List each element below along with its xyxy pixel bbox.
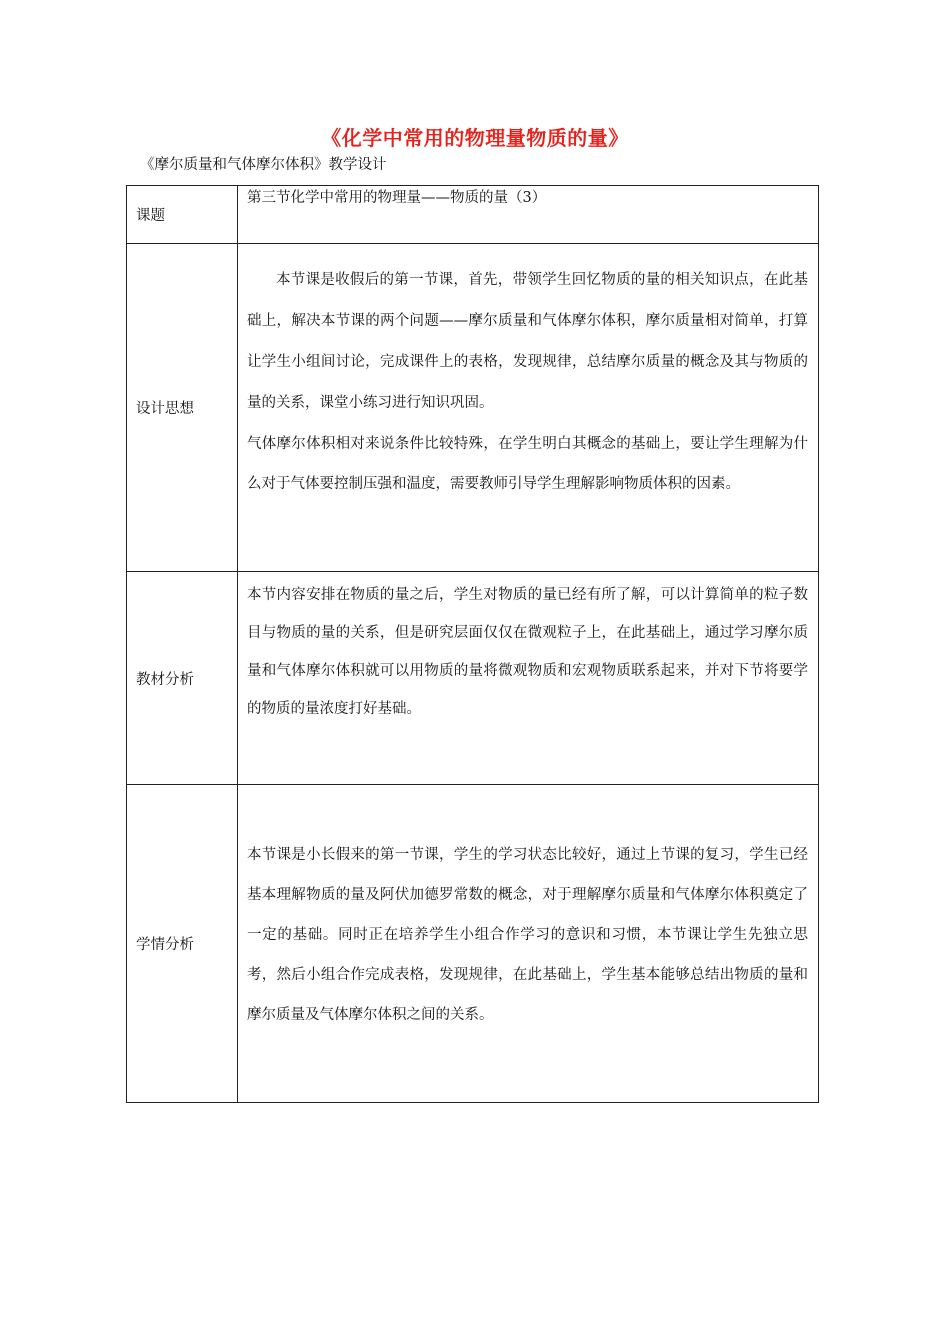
row-content-design-idea — [238, 244, 819, 572]
row-content-student-analysis — [238, 785, 819, 1103]
design-idea-paragraph-2: 气体摩尔体积相对来说条件比较特殊，在学生明白其概念的基础上，要让学生理解为什么对于气体要控制压强和温度，需要教师引导学生理解影响物质体积的因素。 — [247, 436, 808, 492]
design-idea-paragraph-1: 本节课是收假后的第一节课，首先，带领学生回忆物质的量的相关知识点，在此基础上，解决本节课的两个问题——摩尔质量和气体摩尔体积，摩尔质量相对简单，打算让学生小组间讨论，完成课件上的表格，发现规律，总结摩尔质量的概念及其与物质的量的关系，课堂小练习进行知识巩固。 — [247, 272, 808, 411]
student-analysis-paragraph: 本节课是小长假来的第一节课，学生的学习状态比较好，通过上节课的复习，学生已经基本理解物质的量及阿伏加德罗常数的概念，对于理解摩尔质量和气体摩尔体积奠定了一定的基础。同时正在培养学生小组合作学习的意识和习惯，本节课让学生先独立思考，然后小组合作完成表格，发现规律，在此基础上，学生基本能够总结出物质的量和摩尔质量及气体摩尔体积之间的关系。 — [247, 847, 808, 1023]
table-row-student-analysis — [127, 785, 819, 1103]
material-analysis-paragraph: 本节内容安排在物质的量之后，学生对物质的量已经有所了解，可以计算简单的粒子数目与物质的量的关系，但是研究层面仅仅在微观粒子上，在此基础上，通过学习摩尔质量和气体摩尔体积就可以用物质的量将微观物质和宏观物质联系起来，并对下节将要学的物质的量浓度打好基础。 — [247, 587, 808, 717]
row-label-design-idea: 设计思想 — [127, 244, 238, 572]
lesson-design-table — [126, 185, 819, 1103]
document-title: 《化学中常用的物理量物质的量》 — [321, 126, 629, 150]
table-row-design-idea — [127, 244, 819, 572]
row-label-topic: 课题 — [127, 186, 238, 244]
table-row-material-analysis — [127, 572, 819, 785]
row-content-topic — [238, 186, 819, 244]
topic-text: 第三节化学中常用的物理量——物质的量（3） — [247, 190, 547, 206]
table-row-topic — [127, 186, 819, 244]
row-label-material-analysis: 教材分析 — [127, 572, 238, 785]
document-subtitle: 《摩尔质量和气体摩尔体积》教学设计 — [140, 157, 387, 173]
row-content-material-analysis — [238, 572, 819, 785]
row-label-student-analysis: 学情分析 — [127, 785, 238, 1103]
